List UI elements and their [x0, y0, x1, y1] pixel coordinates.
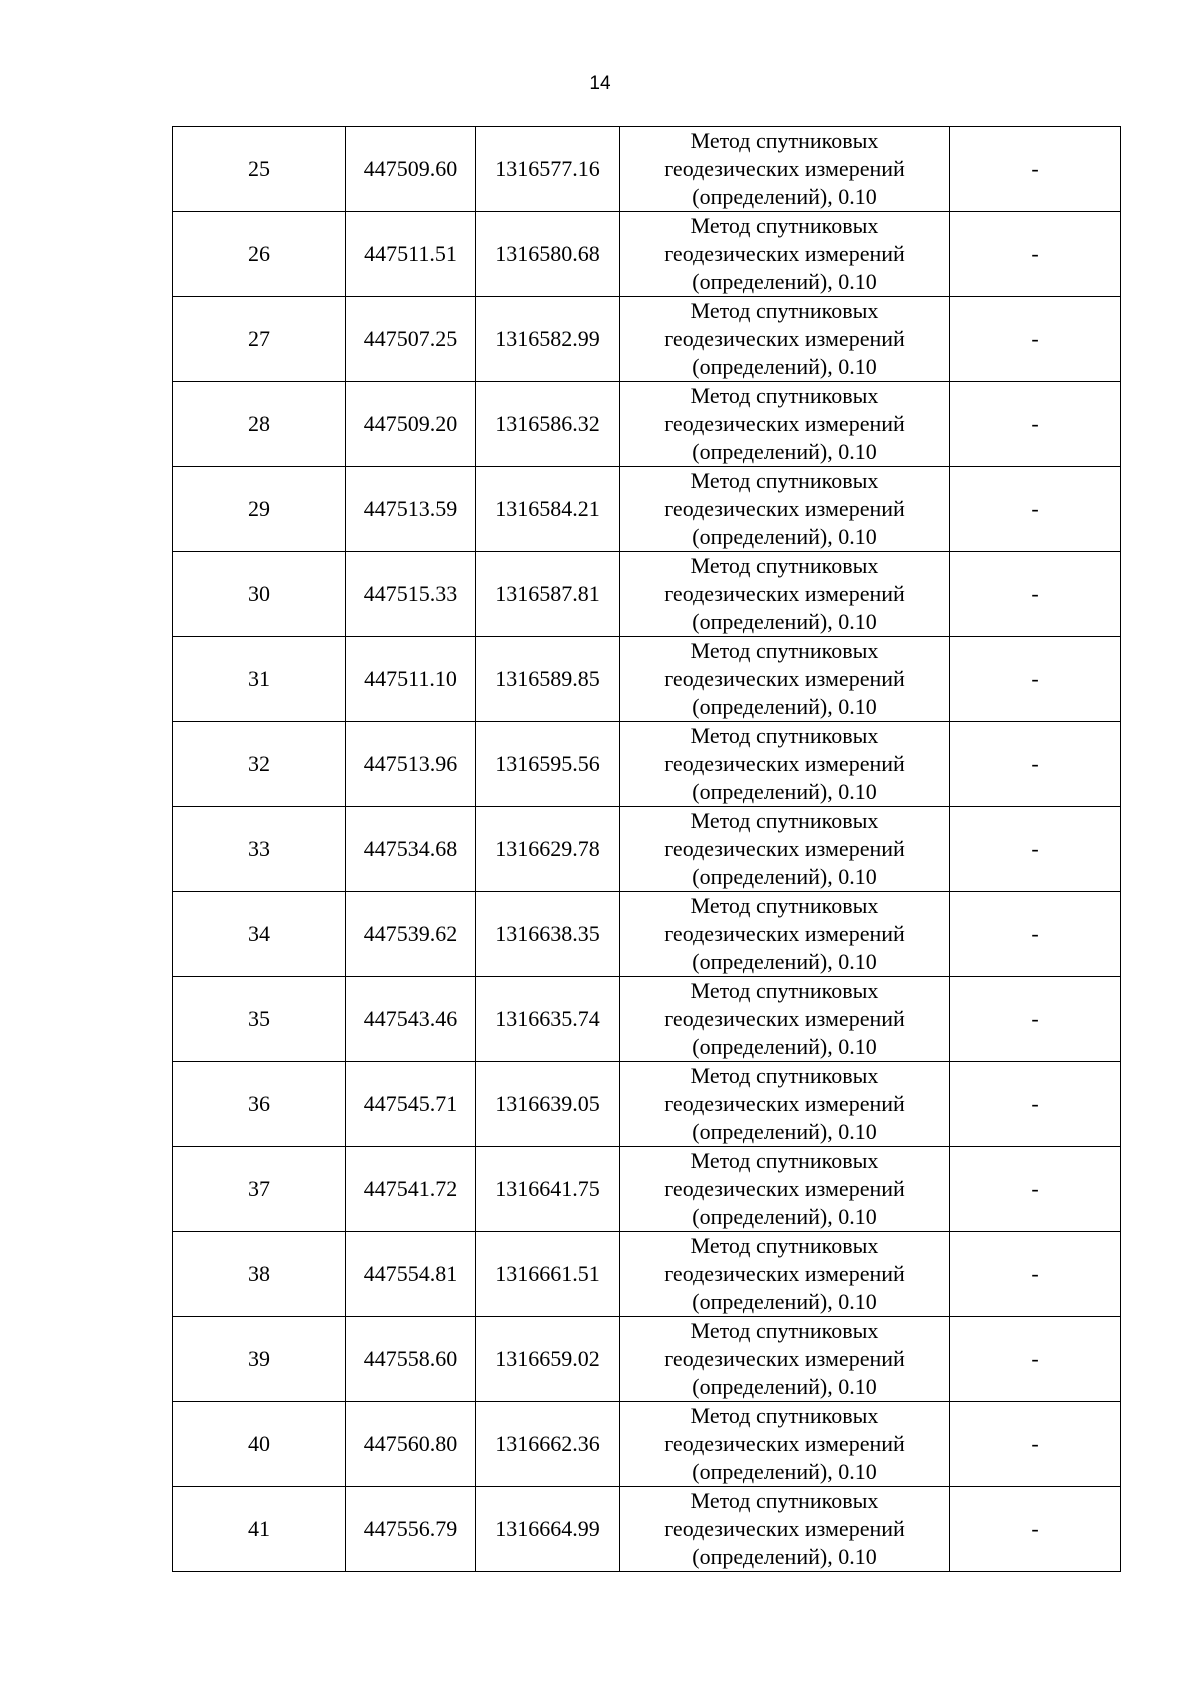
y-coordinate-cell: 1316662.36: [476, 1402, 620, 1487]
description-cell: -: [950, 637, 1121, 722]
y-coordinate-cell: 1316577.16: [476, 127, 620, 212]
y-coordinate-cell: 1316641.75: [476, 1147, 620, 1232]
method-text-line: геодезических измерений: [664, 666, 905, 691]
table-row: [173, 1147, 1121, 1232]
description-cell: -: [950, 297, 1121, 382]
method-text-line: (определений), 0.10: [692, 864, 877, 889]
table-row: [173, 1317, 1121, 1402]
point-number-cell: 26: [173, 212, 346, 297]
method-text-line: Метод спутниковых: [690, 1148, 879, 1173]
method-text-line: Метод спутниковых: [690, 468, 879, 493]
method-text-line: (определений), 0.10: [692, 1289, 877, 1314]
table-row: [173, 807, 1121, 892]
method-cell: [620, 1232, 950, 1317]
method-text-line: геодезических измерений: [664, 581, 905, 606]
method-text-line: (определений), 0.10: [692, 1374, 877, 1399]
method-text-line: (определений), 0.10: [692, 1459, 877, 1484]
method-text-line: геодезических измерений: [664, 836, 905, 861]
method-text-line: Метод спутниковых: [690, 1233, 879, 1258]
y-coordinate-cell: 1316586.32: [476, 382, 620, 467]
x-coordinate-cell: 447513.96: [346, 722, 476, 807]
coordinates-table-body: [173, 127, 1121, 1572]
description-cell: -: [950, 552, 1121, 637]
method-cell: [620, 212, 950, 297]
method-text-line: геодезических измерений: [664, 1431, 905, 1456]
method-text-line: Метод спутниковых: [690, 638, 879, 663]
method-text-line: геодезических измерений: [664, 921, 905, 946]
page-number: 14: [589, 73, 611, 94]
method-text-line: геодезических измерений: [664, 1091, 905, 1116]
method-cell: [620, 892, 950, 977]
x-coordinate-cell: 447507.25: [346, 297, 476, 382]
method-text-line: Метод спутниковых: [690, 1403, 879, 1428]
x-coordinate-cell: 447558.60: [346, 1317, 476, 1402]
y-coordinate-cell: 1316664.99: [476, 1487, 620, 1572]
description-cell: -: [950, 467, 1121, 552]
method-text-line: Метод спутниковых: [690, 553, 879, 578]
y-coordinate-cell: 1316584.21: [476, 467, 620, 552]
y-coordinate-cell: 1316582.99: [476, 297, 620, 382]
method-cell: [620, 1402, 950, 1487]
x-coordinate-cell: 447534.68: [346, 807, 476, 892]
method-cell: [620, 1147, 950, 1232]
method-text-line: геодезических измерений: [664, 1516, 905, 1541]
y-coordinate-cell: 1316629.78: [476, 807, 620, 892]
method-text-line: геодезических измерений: [664, 496, 905, 521]
method-text-line: геодезических измерений: [664, 411, 905, 436]
method-text-line: (определений), 0.10: [692, 1034, 877, 1059]
point-number-cell: 29: [173, 467, 346, 552]
method-text-line: геодезических измерений: [664, 1176, 905, 1201]
method-cell: [620, 127, 950, 212]
table-row: [173, 382, 1121, 467]
description-cell: -: [950, 1317, 1121, 1402]
table-row: [173, 722, 1121, 807]
method-text-line: Метод спутниковых: [690, 723, 879, 748]
method-cell: [620, 1487, 950, 1572]
method-text-line: (определений), 0.10: [692, 184, 877, 209]
y-coordinate-cell: 1316639.05: [476, 1062, 620, 1147]
method-cell: [620, 977, 950, 1062]
point-number-cell: 30: [173, 552, 346, 637]
method-text-line: (определений), 0.10: [692, 779, 877, 804]
table-row: [173, 1402, 1121, 1487]
point-number-cell: 33: [173, 807, 346, 892]
x-coordinate-cell: 447513.59: [346, 467, 476, 552]
table-row: [173, 892, 1121, 977]
table-row: [173, 637, 1121, 722]
point-number-cell: 25: [173, 127, 346, 212]
x-coordinate-cell: 447511.51: [346, 212, 476, 297]
method-text-line: (определений), 0.10: [692, 354, 877, 379]
table-row: [173, 1232, 1121, 1317]
description-cell: -: [950, 1487, 1121, 1572]
x-coordinate-cell: 447560.80: [346, 1402, 476, 1487]
table-row: [173, 297, 1121, 382]
point-number-cell: 32: [173, 722, 346, 807]
method-text-line: геодезических измерений: [664, 1261, 905, 1286]
table-row: [173, 1062, 1121, 1147]
method-text-line: Метод спутниковых: [690, 1318, 879, 1343]
method-cell: [620, 637, 950, 722]
table-row: [173, 127, 1121, 212]
y-coordinate-cell: 1316661.51: [476, 1232, 620, 1317]
method-cell: [620, 722, 950, 807]
method-text-line: Метод спутниковых: [690, 298, 879, 323]
table-row: [173, 212, 1121, 297]
method-text-line: Метод спутниковых: [690, 978, 879, 1003]
point-number-cell: 38: [173, 1232, 346, 1317]
description-cell: -: [950, 1402, 1121, 1487]
method-text-line: (определений), 0.10: [692, 439, 877, 464]
x-coordinate-cell: 447545.71: [346, 1062, 476, 1147]
description-cell: -: [950, 1232, 1121, 1317]
x-coordinate-cell: 447541.72: [346, 1147, 476, 1232]
description-cell: -: [950, 892, 1121, 977]
method-cell: [620, 297, 950, 382]
y-coordinate-cell: 1316580.68: [476, 212, 620, 297]
method-text-line: (определений), 0.10: [692, 269, 877, 294]
description-cell: -: [950, 212, 1121, 297]
table-row: [173, 1487, 1121, 1572]
x-coordinate-cell: 447515.33: [346, 552, 476, 637]
table-row: [173, 977, 1121, 1062]
method-text-line: геодезических измерений: [664, 1346, 905, 1371]
table-row: [173, 552, 1121, 637]
x-coordinate-cell: 447509.60: [346, 127, 476, 212]
table-row: [173, 467, 1121, 552]
method-text-line: Метод спутниковых: [690, 893, 879, 918]
method-text-line: Метод спутниковых: [690, 808, 879, 833]
y-coordinate-cell: 1316595.56: [476, 722, 620, 807]
y-coordinate-cell: 1316589.85: [476, 637, 620, 722]
method-text-line: (определений), 0.10: [692, 524, 877, 549]
x-coordinate-cell: 447539.62: [346, 892, 476, 977]
method-text-line: геодезических измерений: [664, 156, 905, 181]
method-text-line: геодезических измерений: [664, 751, 905, 776]
point-number-cell: 41: [173, 1487, 346, 1572]
description-cell: -: [950, 722, 1121, 807]
point-number-cell: 31: [173, 637, 346, 722]
point-number-cell: 36: [173, 1062, 346, 1147]
method-text-line: геодезических измерений: [664, 326, 905, 351]
point-number-cell: 27: [173, 297, 346, 382]
method-cell: [620, 552, 950, 637]
y-coordinate-cell: 1316638.35: [476, 892, 620, 977]
description-cell: -: [950, 127, 1121, 212]
y-coordinate-cell: 1316587.81: [476, 552, 620, 637]
x-coordinate-cell: 447509.20: [346, 382, 476, 467]
method-cell: [620, 382, 950, 467]
method-text-line: геодезических измерений: [664, 1006, 905, 1031]
x-coordinate-cell: 447556.79: [346, 1487, 476, 1572]
method-cell: [620, 1062, 950, 1147]
method-text-line: Метод спутниковых: [690, 128, 879, 153]
coordinates-table: [172, 126, 1121, 1572]
point-number-cell: 37: [173, 1147, 346, 1232]
point-number-cell: 28: [173, 382, 346, 467]
method-text-line: (определений), 0.10: [692, 694, 877, 719]
description-cell: -: [950, 1062, 1121, 1147]
x-coordinate-cell: 447543.46: [346, 977, 476, 1062]
point-number-cell: 40: [173, 1402, 346, 1487]
x-coordinate-cell: 447554.81: [346, 1232, 476, 1317]
description-cell: -: [950, 977, 1121, 1062]
method-text-line: Метод спутниковых: [690, 213, 879, 238]
method-cell: [620, 1317, 950, 1402]
description-cell: -: [950, 1147, 1121, 1232]
method-text-line: Метод спутниковых: [690, 383, 879, 408]
point-number-cell: 35: [173, 977, 346, 1062]
description-cell: -: [950, 807, 1121, 892]
y-coordinate-cell: 1316635.74: [476, 977, 620, 1062]
method-text-line: геодезических измерений: [664, 241, 905, 266]
method-text-line: (определений), 0.10: [692, 1544, 877, 1569]
x-coordinate-cell: 447511.10: [346, 637, 476, 722]
method-text-line: (определений), 0.10: [692, 1204, 877, 1229]
method-cell: [620, 807, 950, 892]
method-text-line: (определений), 0.10: [692, 1119, 877, 1144]
point-number-cell: 34: [173, 892, 346, 977]
y-coordinate-cell: 1316659.02: [476, 1317, 620, 1402]
method-text-line: Метод спутниковых: [690, 1063, 879, 1088]
method-text-line: (определений), 0.10: [692, 609, 877, 634]
point-number-cell: 39: [173, 1317, 346, 1402]
method-cell: [620, 467, 950, 552]
description-cell: -: [950, 382, 1121, 467]
method-text-line: Метод спутниковых: [690, 1488, 879, 1513]
method-text-line: (определений), 0.10: [692, 949, 877, 974]
